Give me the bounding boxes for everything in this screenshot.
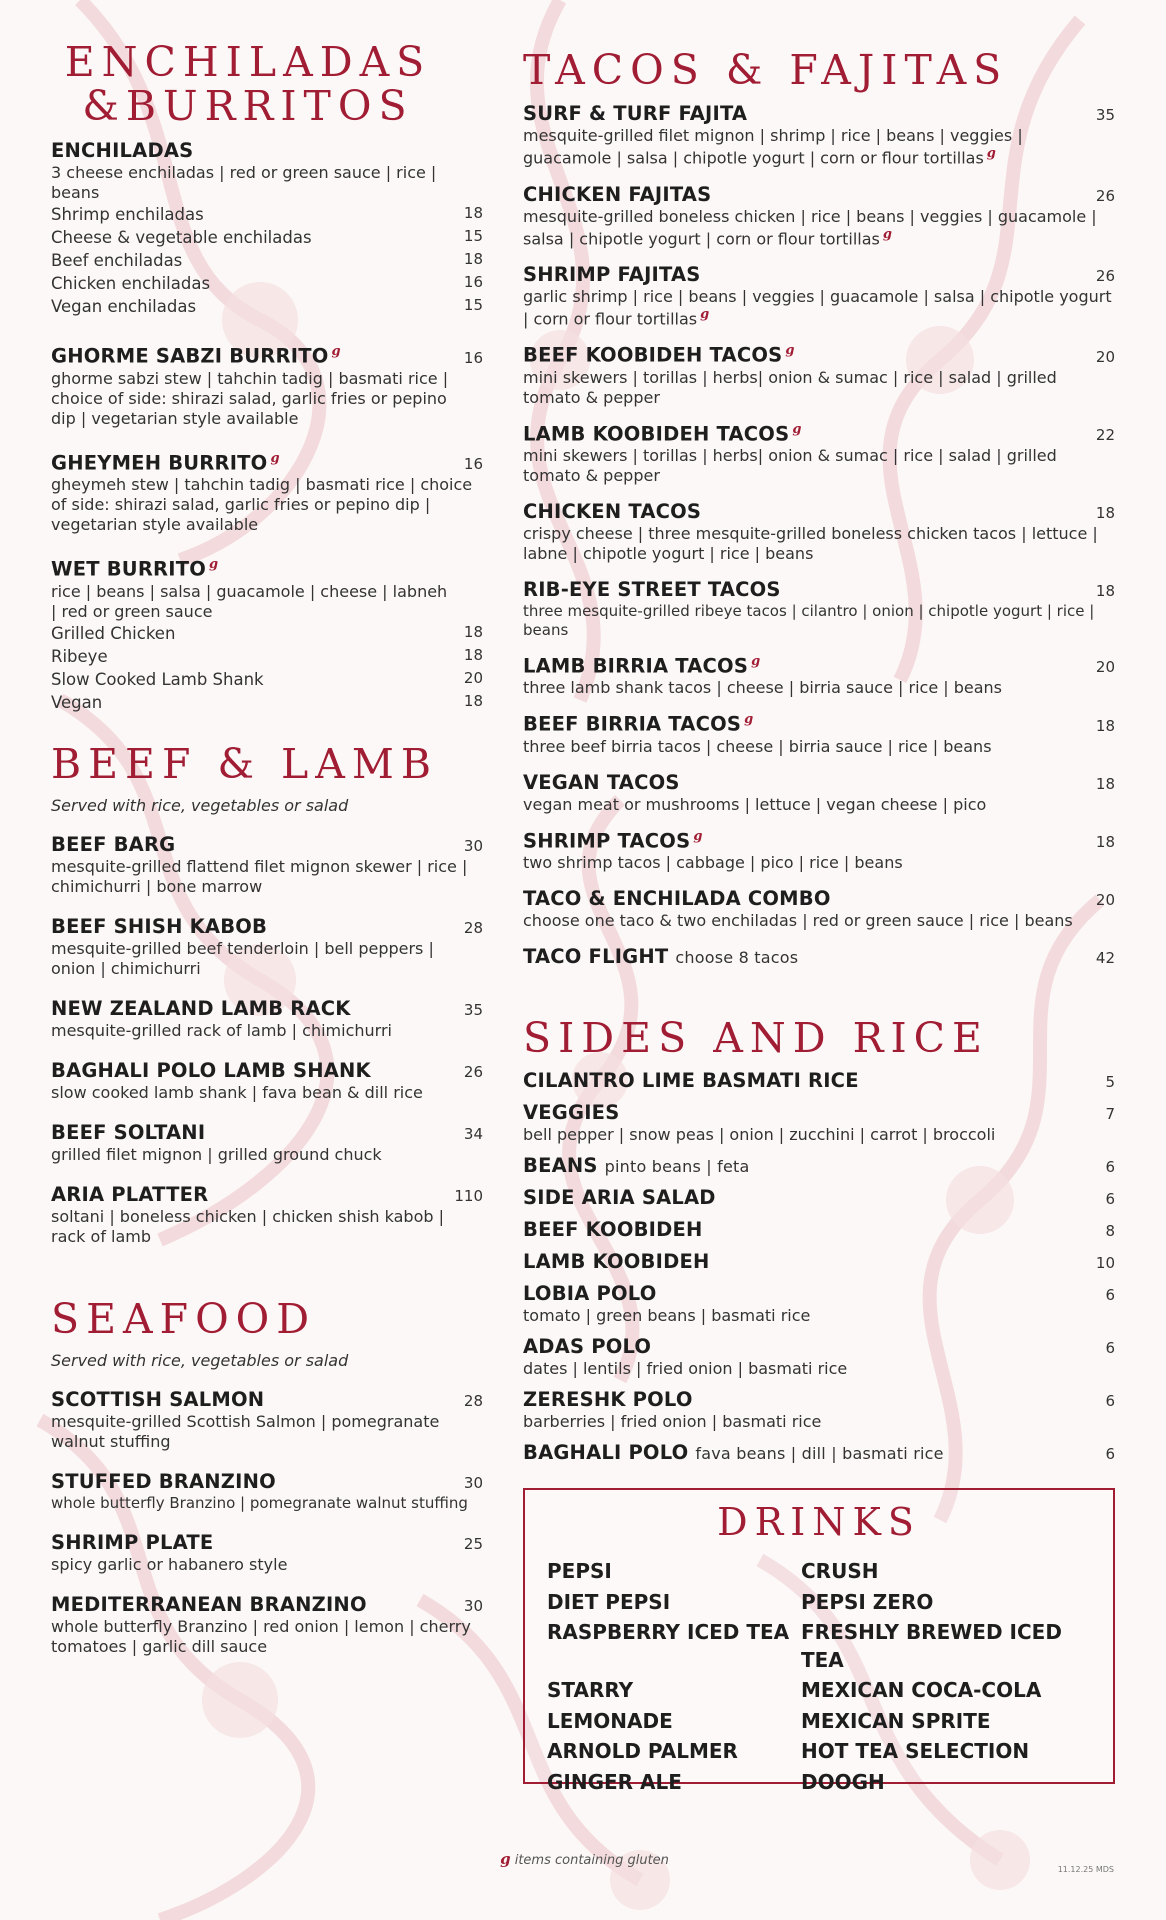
option-label: Beef enchiladas [51,250,183,270]
menu-item [51,1470,483,1513]
menu-item [523,712,1115,757]
option-label: Vegan [51,692,103,712]
item-desc: garlic shrimp | rice | beans | veggies | guacamole | salsa | chipotle yogurt | corn or flour tortillas [523,286,1112,329]
menu-item [523,343,1115,408]
item-name: VEGGIES [523,1100,620,1124]
item-name: RIB-EYE STREET TACOS [523,578,781,602]
item-name: CILANTRO LIME BASMATI RICE [523,1068,859,1092]
section-title-seafood: SEAFOOD [51,1295,317,1344]
item-desc: fava beans | dill | basmati rice [695,1443,944,1463]
item-price: 20 [1095,658,1115,677]
option-row [51,272,483,295]
drink-item: PEPSI ZERO [801,1589,934,1614]
item-price: 20 [1095,347,1115,366]
option-row [51,249,483,272]
item-desc: tomato | green beans | basmati rice [523,1305,811,1325]
item-price: 18 [1095,504,1115,523]
menu-item [523,1069,1115,1092]
item-price: 7 [1105,1104,1115,1123]
item-name: LOBIA POLO [523,1281,657,1305]
item-name: BEEF SOLTANI [51,1121,206,1145]
option-label: Ribeye [51,646,108,666]
item-price: 35 [1095,106,1115,125]
item-name: ADAS POLO [523,1334,652,1358]
drink-item: STARRY [547,1678,634,1702]
drink-item: GINGER ALE [547,1769,682,1794]
item-name: BEANS [523,1153,598,1177]
drink-item: HOT TEA SELECTION [801,1739,1030,1763]
item-name: SIDE ARIA SALAD [523,1185,716,1209]
section-title-beef-lamb: BEEF & LAMB [51,739,438,788]
item-name: LAMB KOOBIDEH TACOS [523,422,790,446]
item-price: 20 [1095,891,1115,910]
item-desc: mini skewers | torillas | herbs| onion & sumac | rice | salad | grilled tomato & pepper [523,446,1057,486]
item-desc: mesquite-grilled Scottish Salmon | pomegranate walnut stuffing [51,1412,440,1452]
item-price: 28 [463,919,483,938]
item-price: 5 [1105,1072,1115,1091]
option-price: 15 [463,226,483,245]
menu-item [523,829,1115,874]
menu-item [523,1388,1115,1432]
item-desc: slow cooked lamb shank | fava bean & dill rice [51,1083,423,1103]
gluten-note-text: items containing gluten [514,1853,669,1868]
option-row [51,622,483,645]
item-desc: barberries | fried onion | basmati rice [523,1411,822,1431]
print-code: 11.12.25 MDS [1057,1865,1114,1874]
section-subtitle: Served with rice, vegetables or salad [51,1351,349,1371]
menu-item [523,422,1115,487]
gluten-icon: g [693,828,703,844]
item-price: 18 [1095,716,1115,735]
item-name: LAMB KOOBIDEH [523,1249,710,1273]
item-desc: crispy cheese | three mesquite-grilled boneless chicken tacos | lettuce | labne | chipotle yogurt | rice | beans [523,524,1098,564]
option-row [51,203,483,226]
menu-item [51,1531,483,1575]
item-price: 16 [463,455,483,473]
item-name: BAGHALI POLO LAMB SHANK [51,1059,371,1083]
menu-item-wet-burrito [51,557,483,714]
item-desc: mesquite-grilled filet mignon | shrimp | rice | beans | veggies | guacamole | salsa | chipotle yogurt | corn or flour tortillas [523,126,1023,168]
menu-item [523,102,1115,168]
menu-item [51,833,483,897]
menu-item [523,1186,1115,1209]
item-price: 30 [463,1474,483,1493]
item-name: ZERESHK POLO [523,1387,693,1411]
item-price: 18 [1095,582,1115,601]
item-name: CHICKEN TACOS [523,500,702,524]
item-desc: three lamb shank tacos | cheese | birria sauce | rice | beans [523,678,1002,698]
drink-item: PEPSI [547,1559,612,1583]
menu-item [523,183,1115,249]
option-label: Cheese & vegetable enchiladas [51,227,312,247]
item-price: 30 [463,1597,483,1616]
item-desc: two shrimp tacos | cabbage | pico | rice | beans [523,853,903,873]
gluten-icon: g [331,344,341,359]
menu-item [523,1441,1115,1464]
menu-item [523,1101,1115,1145]
gluten-icon: g [500,1850,511,1868]
right-column [523,48,1115,1473]
item-price: 18 [1095,833,1115,852]
item-price: 42 [1095,949,1115,968]
enchiladas-burritos-section [51,40,445,129]
item-price: 8 [1105,1221,1115,1240]
option-row [51,645,483,668]
section-title-burritos: &BURRITOS [82,82,414,131]
drink-item: DOOGH [801,1769,885,1794]
item-price: 26 [1095,266,1115,285]
menu-item [523,1218,1115,1241]
item-price: 28 [463,1392,483,1411]
gluten-icon: g [792,421,802,437]
item-name: SCOTTISH SALMON [51,1388,265,1412]
gluten-icon: g [744,712,754,728]
item-desc: pinto beans | feta [604,1156,750,1176]
item-price: 10 [1095,1253,1115,1272]
item-desc: choose one taco & two enchiladas | red or green sauce | rice | beans [523,911,1073,931]
section-title-sides-rice: SIDES AND RICE [523,1014,989,1063]
item-desc: bell pepper | snow peas | onion | zucchini | carrot | broccoli [523,1124,996,1144]
item-desc: ghorme sabzi stew | tahchin tadig | basmati rice | choice of side: shirazi salad, garlic fries or pepino dip | vegetarian style available [51,368,449,428]
item-price: 110 [454,1187,483,1206]
item-desc: mesquite-grilled beef tenderloin | bell peppers | onion | chimichurri [51,939,434,979]
item-desc: grilled filet mignon | grilled ground chuck [51,1145,382,1165]
item-desc: gheymeh stew | tahchin tadig | basmati rice | choice of side: shirazi salad, garlic fries or pepino dip | vegetarian style available [51,475,473,534]
item-name: CHICKEN FAJITAS [523,182,712,206]
item-desc: soltani | boneless chicken | chicken shish kabob | rack of lamb [51,1207,444,1247]
menu-item [523,887,1115,931]
item-desc: three mesquite-grilled ribeye tacos | cilantro | onion | chipotle yogurt | rice | beans [523,602,1095,639]
item-price: 26 [1095,186,1115,205]
menu-item [523,654,1115,699]
item-name: BEEF KOOBIDEH [523,1217,703,1241]
option-price: 18 [463,691,483,710]
item-name: SURF & TURF FAJITA [523,102,748,126]
gluten-icon: g [785,343,795,359]
item-desc: 3 cheese enchiladas | red or green sauce | rice | beans [51,162,437,202]
option-price: 18 [463,622,483,641]
menu-item [523,578,1115,640]
item-desc: mesquite-grilled rack of lamb | chimichurri [51,1021,392,1041]
item-desc: spicy garlic or habanero style [51,1555,288,1575]
gluten-icon: g [986,146,996,162]
item-name: STUFFED BRANZINO [51,1470,276,1494]
menu-item [523,771,1115,815]
menu-item [51,1121,483,1165]
item-price: 22 [1095,426,1115,445]
item-desc: mesquite-grilled flattend filet mignon skewer | rice | chimichurri | bone marrow [51,857,468,897]
menu-item [51,1183,483,1247]
item-name: NEW ZEALAND LAMB RACK [51,997,351,1021]
item-price: 6 [1105,1285,1115,1304]
option-label: Slow Cooked Lamb Shank [51,669,264,689]
gluten-note [0,1850,1166,1868]
item-name: VEGAN TACOS [523,770,680,794]
item-price: 6 [1105,1444,1115,1463]
item-price: 18 [1095,774,1115,793]
item-price: 6 [1105,1338,1115,1357]
item-name: SHRIMP FAJITAS [523,262,701,286]
item-desc: mini skewers | torillas | herbs| onion & sumac | rice | salad | grilled tomato & pepper [523,367,1057,407]
option-price: 18 [463,249,483,268]
option-price: 18 [463,203,483,222]
menu-item-ghorme-sabzi-burrito [51,344,483,429]
gluten-icon: g [751,653,761,669]
item-name: TACO & ENCHILADA COMBO [523,887,831,911]
section-title-drinks: DRINKS [717,1500,921,1544]
section-title-tacos-fajitas: TACOS & FAJITAS [523,46,1009,94]
item-name: BEEF BARG [51,833,176,857]
item-name: GHEYMEH BURRITO [51,451,268,474]
option-price: 18 [463,645,483,664]
option-row [51,295,483,318]
item-name: WET BURRITO [51,557,206,581]
item-price: 25 [463,1535,483,1554]
drink-item: DIET PEPSI [547,1589,671,1614]
option-row [51,668,483,691]
menu-item [523,1282,1115,1326]
item-name: BEEF KOOBIDEH TACOS [523,343,783,367]
menu-item-enchiladas [51,139,483,318]
item-price: 35 [463,1001,483,1020]
item-name: BEEF SHISH KABOB [51,915,268,939]
option-label: Shrimp enchiladas [51,204,204,224]
menu-item [523,1154,1115,1177]
item-name: BAGHALI POLO [523,1440,689,1464]
menu-item [51,997,483,1041]
item-desc: mesquite-grilled boneless chicken | rice | beans | veggies | guacamole | salsa | chipotle yogurt | corn or flour tortillas [523,206,1097,248]
drink-item: FRESHLY BREWED ICED TEA [801,1620,1062,1672]
gluten-icon: g [208,557,219,572]
menu-item-gheymeh-burrito [51,451,483,536]
item-name: BEEF BIRRIA TACOS [523,712,742,736]
gluten-icon: g [700,306,710,322]
left-column [51,40,483,1675]
item-price: 26 [463,1063,483,1082]
option-price: 15 [463,295,483,314]
menu-item [523,500,1115,564]
drink-item: MEXICAN COCA-COLA [801,1678,1042,1702]
drink-item: LEMONADE [547,1708,673,1733]
drink-item: RASPBERRY ICED TEA [547,1620,790,1644]
drink-item: CRUSH [801,1559,879,1583]
item-name: ARIA PLATTER [51,1183,209,1207]
option-price: 20 [463,668,483,687]
item-desc: whole butterfly Branzino | pomegranate walnut stuffing [51,1494,468,1513]
menu-item [523,1250,1115,1273]
section-subtitle: Served with rice, vegetables or salad [51,796,349,816]
option-label: Chicken enchiladas [51,273,211,293]
item-price: 16 [463,348,483,367]
item-desc: three beef birria tacos | cheese | birria sauce | rice | beans [523,736,992,756]
item-name: ENCHILADAS [51,138,194,162]
section-title-enchiladas: ENCHILADAS [64,38,432,86]
option-label: Vegan enchiladas [51,296,197,316]
drink-item: ARNOLD PALMER [547,1739,738,1763]
item-desc: choose 8 tacos [675,948,799,968]
option-row [51,691,483,714]
gluten-icon: g [882,226,892,242]
item-price: 6 [1105,1157,1115,1176]
item-price: 6 [1105,1391,1115,1410]
item-price: 34 [463,1125,483,1144]
option-price: 16 [463,272,483,291]
option-label: Grilled Chicken [51,623,176,643]
drink-item: MEXICAN SPRITE [801,1708,991,1733]
item-name: MEDITERRANEAN BRANZINO [51,1593,367,1617]
menu-item-taco-flight [523,945,1115,968]
menu-item [51,1059,483,1103]
item-desc: whole butterfly Branzino | red onion | lemon | cherry tomatoes | garlic dill sauce [51,1617,471,1657]
gluten-icon: g [270,450,280,466]
item-name: SHRIMP PLATE [51,1531,214,1555]
item-desc: dates | lentils | fried onion | basmati rice [523,1358,848,1378]
menu-item [51,1388,483,1452]
option-row [51,226,483,249]
item-price: 30 [463,837,483,856]
menu-item [523,263,1115,329]
item-name: GHORME SABZI BURRITO [51,344,329,368]
item-price: 6 [1105,1189,1115,1208]
item-name: SHRIMP TACOS [523,829,691,853]
item-name: LAMB BIRRIA TACOS [523,654,749,678]
item-desc: vegan meat or mushrooms | lettuce | vegan cheese | pico [523,794,987,814]
item-name: TACO FLIGHT [523,945,669,969]
drinks-list [547,1558,1107,1796]
menu-item [51,915,483,979]
menu-item [51,1593,483,1657]
drinks-box [523,1488,1115,1794]
menu-item [523,1335,1115,1379]
item-desc: rice | beans | salsa | guacamole | cheese | labneh | red or green sauce [51,581,448,621]
